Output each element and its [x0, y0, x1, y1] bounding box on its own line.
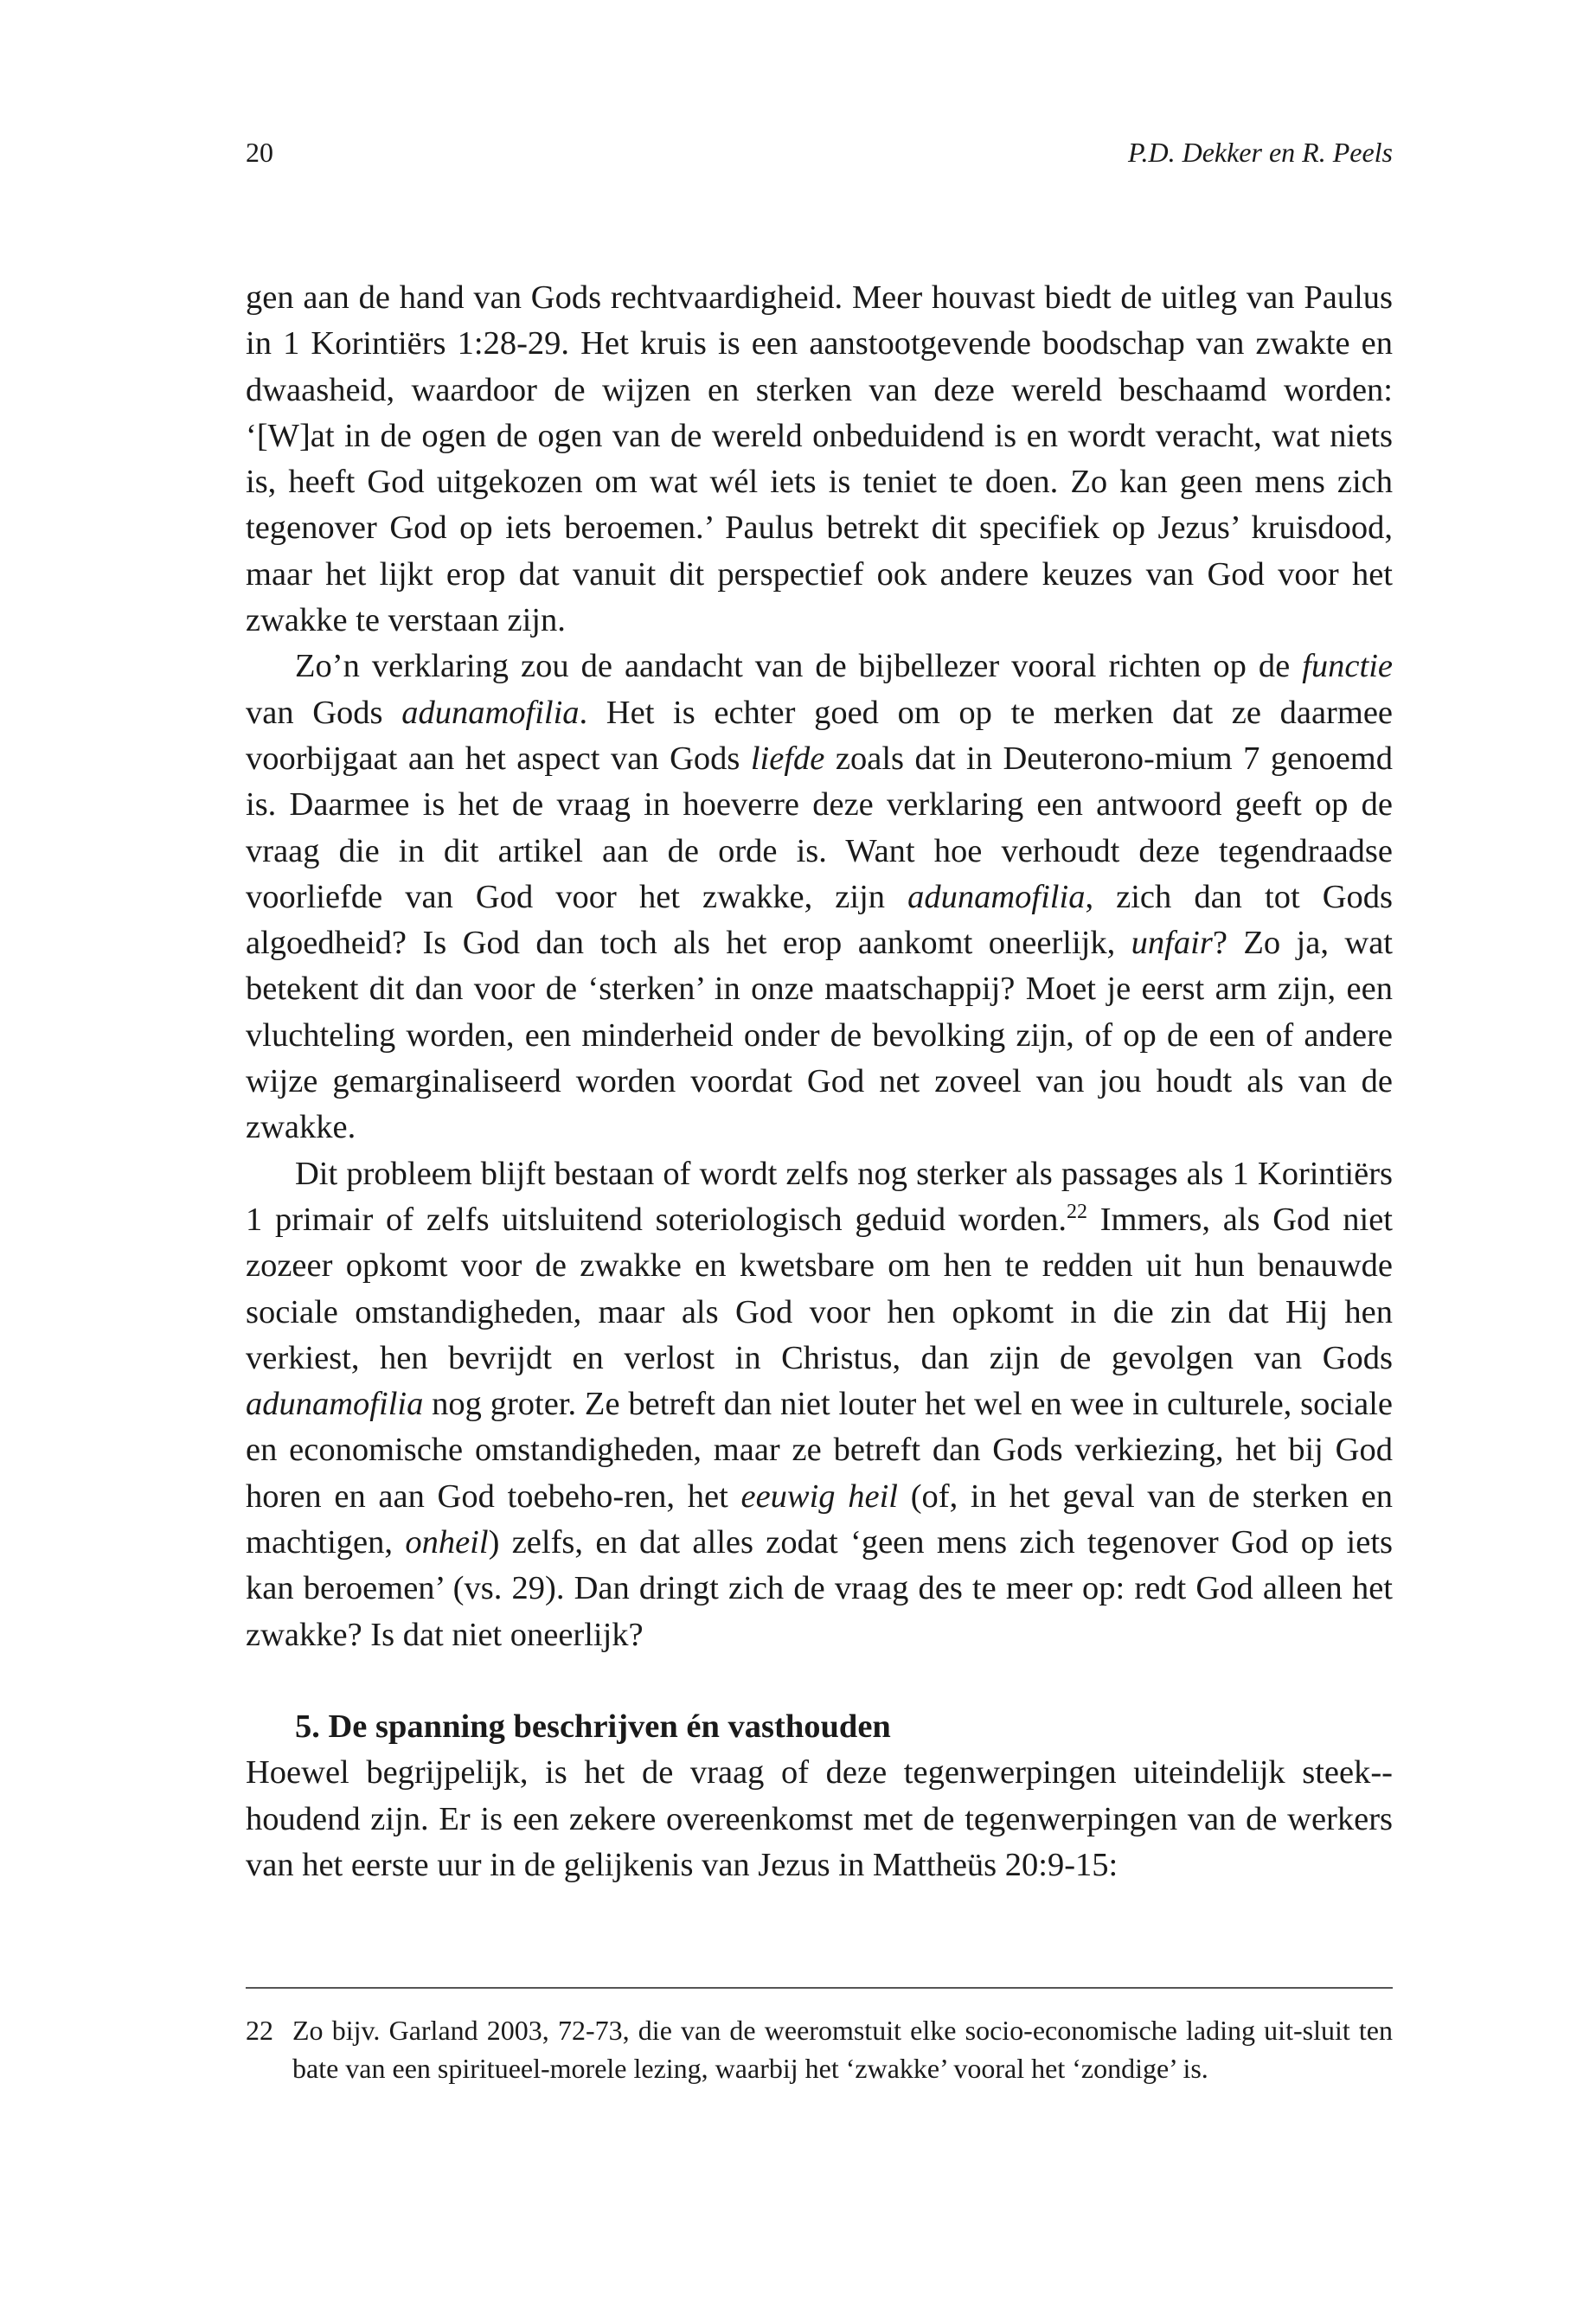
footnote-text: Zo bijv. Garland 2003, 72-73, die van de weeromstuit elke socio-economische lading uit-sluit ten bate van een spiritueel-morele lezing, waarbij het ‘zwakke’ vooral het ‘zondige’ is.	[292, 2015, 1393, 2084]
paragraph-text: Dit probleem blijft bestaan of wordt zelfs nog sterker als passages als 1 Korintiërs 1 primair of zelfs uitsluitend soteriologisch geduid worden.	[246, 1155, 1393, 1238]
paragraph-1	[246, 275, 1393, 644]
italic-term: liefde	[750, 740, 825, 777]
paragraph-text: nog groter. Ze betreft dan niet louter het wel en wee in culturele, sociale en economische omstandigheden, maar ze betreft dan Gods verkiezing, het bij God horen en aan God toebeho-ren, het	[246, 1386, 1393, 1515]
paragraph-text: zoals dat in Deuterono-mium 7 genoemd is. Daarmee is het de vraag in hoeverre deze verklaring een antwoord geeft op de vraag die in dit artikel aan de orde is. Want hoe verhoudt deze tegendraadse voorliefde van God voor het zwakke, zijn	[246, 740, 1393, 915]
page-number: 20	[246, 137, 273, 168]
paragraph-text: (of, in het geval van de sterken en machtigen,	[246, 1477, 1393, 1561]
italic-term: adunamofilia	[907, 878, 1086, 915]
paragraph-2	[246, 644, 1393, 1150]
section-heading: 5. De spanning beschrijven én vasthouden	[295, 1708, 891, 1745]
paragraph-text: Hoewel begrijpelijk, is het de vraag of deze tegenwerpingen uiteindelijk steek-houdend zijn. Er is een zekere overeenkomst met de tegenwerpingen van de werkers van het eerste uur in de gelijkenis van Jezus in Mattheüs 20:9-15:	[246, 1754, 1393, 1883]
paragraph-3	[246, 1151, 1393, 1658]
italic-term: adunamofilia	[246, 1386, 424, 1423]
footnote-reference[interactable]: 22	[1066, 1200, 1087, 1223]
italic-term: functie	[1302, 648, 1393, 685]
italic-term: adunamofilia	[401, 694, 580, 731]
footnote-divider	[246, 1987, 1393, 1989]
paragraph-text: van Gods	[246, 694, 402, 731]
section-paragraph	[246, 1750, 1393, 1888]
paragraph-text: gen aan de hand van Gods rechtvaardigheid. Meer houvast biedt de uitleg van Paulus in 1 Korintiërs 1:28-29. Het kruis is een aanstootgevende boodschap van zwakte en dwaasheid, waardoor de wijzen en sterken van deze wereld beschaamd worden: ‘[W]at in de ogen de ogen van de wereld onbeduidend is en wordt veracht, wat niets is, heeft God uitgekozen om wat wél iets is teniet te doen. Zo kan geen mens zich tegenover God op iets beroemen.’ Paulus betrekt dit specifiek op Jezus’ kruisdood, maar het lijkt erop dat vanuit dit perspectief ook andere keuzes van God voor het zwakke te verstaan zijn.	[246, 279, 1393, 639]
paragraph-text: , zich dan tot Gods algoedheid? Is God dan toch als het erop aankomt oneerlijk,	[246, 878, 1393, 962]
body-text	[246, 275, 1393, 1888]
page-header	[246, 137, 1393, 180]
italic-term: unfair	[1131, 925, 1213, 962]
italic-term: onheil	[405, 1524, 489, 1561]
footnote	[246, 2011, 1393, 2087]
paragraph-text: ) zelfs, en dat alles zodat ‘geen mens zich tegenover God op iets kan beroemen’ (vs. 29). Dan dringt zich de vraag des te meer op: redt God alleen het zwakke? Is dat niet oneerlijk?	[246, 1524, 1394, 1653]
paragraph-text: Zo’n verklaring zou de aandacht van de bijbellezer vooral richten op de	[295, 648, 1303, 685]
italic-term: eeuwig heil	[740, 1477, 898, 1515]
running-head: P.D. Dekker en R. Peels	[1128, 137, 1393, 168]
footnote-number: 22	[246, 2015, 273, 2046]
paragraph-text: . Het is echter goed om op te merken dat ze daarmee voorbijgaat aan het aspect van Gods	[246, 694, 1393, 777]
paragraph-text: ? Zo ja, wat betekent dit dan voor de ‘sterken’ in onze maatschappij? Moet je eerst arm zijn, een vluchteling worden, een minderheid onder de bevolking zijn, of op de een of andere wijze gemarginaliseerd worden voordat God net zoveel van jou houdt als van de zwakke.	[246, 925, 1393, 1146]
paragraph-text: Immers, als God niet zozeer opkomt voor de zwakke en kwetsbare om hen te redden uit hun benauwde sociale omstandigheden, maar als God voor hen opkomt in die zin dat Hij hen verkiest, hen bevrijdt en verlost in Christus, dan zijn de gevolgen van Gods	[246, 1201, 1393, 1376]
